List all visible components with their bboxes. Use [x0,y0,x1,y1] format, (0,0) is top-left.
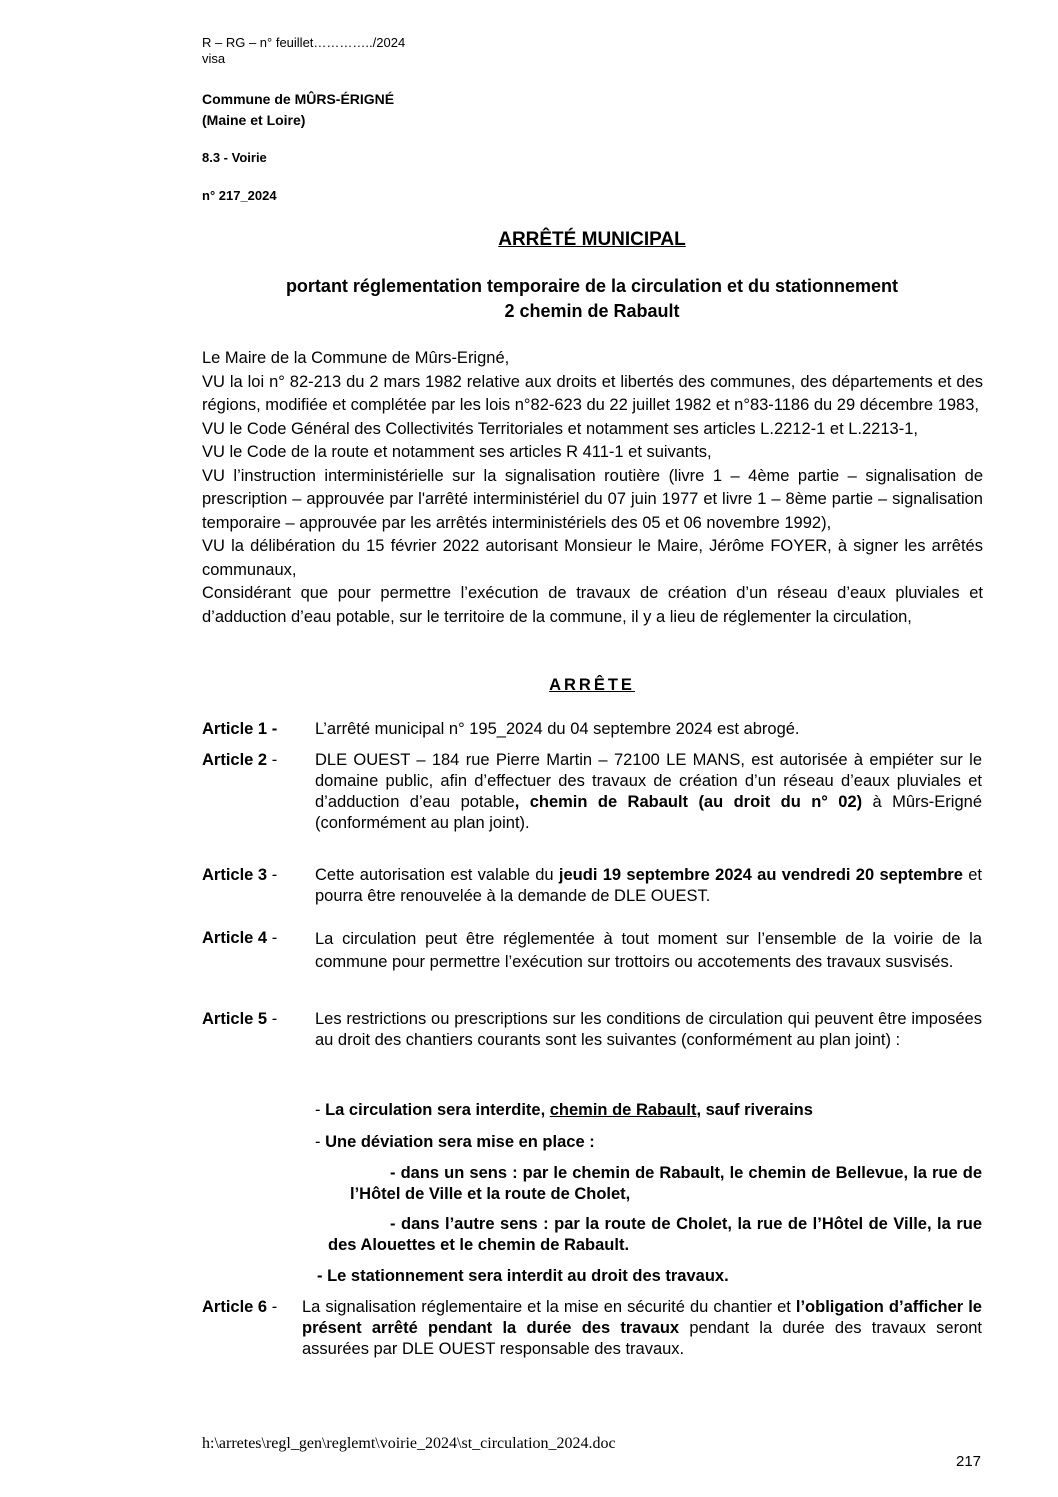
preamble-line: VU la délibération du 15 février 2022 autorisant Monsieur le Maire, Jérôme FOYER, à signer les arrêtés communaux, [202,537,983,579]
article-3-label [202,865,277,886]
register-reference: R – RG – n° feuillet…………../2024 [202,35,406,50]
subtitle-line-2: 2 chemin de Rabault [504,301,680,321]
arrete-heading: ARRÊTE [549,676,635,694]
document-title: ARRÊTÉ MUNICIPAL [498,229,686,250]
article-1-label [202,719,277,740]
article-5-bullet-deviation [315,1132,595,1153]
article-3-text [315,865,982,907]
bullet-deviation-text: Une déviation sera mise en place : [325,1133,595,1151]
article-6-text-bold: l’obligation d’afficher le présent arrêté pendant la durée des travaux [302,1298,982,1337]
bullet-closure-part: , sauf riverains [696,1101,813,1119]
article-4-label [202,928,277,949]
article-3-text-part: et pourra être renouvelée à la demande de DLE OUEST. [315,866,982,905]
article-2-text [315,750,982,834]
document-subtitle [202,274,982,324]
article-6-text-part: La signalisation réglementaire et la mise en sécurité du chantier et [302,1298,796,1316]
subtitle-line-1: portant réglementation temporaire de la circulation et du stationnement [285,276,899,296]
bullet-dash: - [315,1101,326,1119]
article-1-label-text: Article 1 - [202,720,278,738]
preamble-line: VU le Code de la route et notamment ses articles R 411-1 et suivants, [202,443,712,461]
preamble-line: VU la loi n° 82-213 du 2 mars 1982 relative aux droits et libertés des communes, des départements et des régions, modifiée et complétée par les lois n°82-623 du 22 juillet 1982 et n°83-1186 du 29 décembre 1983, [202,372,983,414]
article-6-text [302,1297,982,1360]
article-5-label-text: Article 5 [202,1010,268,1028]
article-4-text: La circulation peut être réglementée à tout moment sur l’ensemble de la voirie de la commune pour permettre l’exécution sur trottoirs ou accotements des travaux susvisés. [315,930,982,971]
article-6-label [202,1297,277,1318]
article-6-dash: - [267,1298,278,1316]
page-number: 217 [956,1453,982,1470]
footer-file-path: h:\arretes\regl_gen\reglemt\voirie_2024\st_circulation_2024.doc [202,1435,616,1452]
article-2-text-part: à Mûrs-Erigné (conformément au plan joint). [315,793,982,832]
commune-department: (Maine et Loire) [202,112,306,128]
matter-code: 8.3 - Voirie [202,150,267,165]
article-5-bullet-parking [317,1266,729,1287]
article-3-text-part: Cette autorisation est valable du [315,866,559,884]
article-3-dash: - [267,866,278,884]
article-4-label-text: Article 4 [202,929,268,947]
deviation-direction-2: - dans l’autre sens : par la route de Cholet, la rue de l’Hôtel de Ville, la rue des Alouettes et le chemin de Rabault. [328,1215,982,1254]
article-2-text-part: DLE OUEST – 184 rue Pierre Martin – 72100 LE MANS, est autorisée à empiéter sur le domaine public, afin d’effectuer des travaux de création d’un réseau d’eaux pluviales et d’adduction d’eau potable [315,751,982,811]
commune-name: Commune de MÛRS-ÉRIGNÉ [202,91,395,107]
decree-number: n° 217_2024 [202,188,277,203]
article-3-text-bold: jeudi 19 septembre 2024 au vendredi 20 septembre [558,866,963,884]
preamble-line: Le Maire de la Commune de Mûrs-Erigné, [202,349,510,367]
bullet-closure-part: La circulation sera interdite, [325,1101,550,1119]
preamble-line: VU l’instruction interministérielle sur la signalisation routière (livre 1 – 4ème partie – signalisation de prescription – approuvée par l'arrêté interministériel du 07 juin 1977 et livre 1 – 8ème partie – signalisation temporaire – approuvée par les arrêtés interministériels des 05 et 06 novembre 1992), [202,466,983,532]
preamble [202,347,983,629]
bullet-closure-street: chemin de Rabault [549,1101,697,1119]
bullet-dash: - [315,1133,326,1151]
deviation-direction-1: - dans un sens : par le chemin de Rabault, le chemin de Bellevue, la rue de l’Hôtel de Ville et la route de Cholet, [350,1164,982,1203]
article-1-text: L’arrêté municipal n° 195_2024 du 04 septembre 2024 est abrogé. [315,720,800,738]
article-2-text-bold: , chemin de Rabault (au droit du n° 02) [514,793,863,811]
preamble-line: Considérant que pour permettre l’exécution de travaux de création d’un réseau d’eaux pluviales et d’adduction d’eau potable, sur le territoire de la commune, il y a lieu de réglementer la circulation, [202,584,983,626]
article-5-text: Les restrictions ou prescriptions sur les conditions de circulation qui peuvent être imposées au droit des chantiers courants sont les suivantes (conformément au plan joint) : [315,1010,982,1049]
article-2-dash: - [267,751,278,769]
article-2-label [202,750,277,771]
preamble-line: VU le Code Général des Collectivités Territoriales et notamment ses articles L.2212-1 et L.2213-1, [202,419,918,438]
article-5-bullet-closure [315,1100,813,1121]
article-4-dash: - [267,929,278,947]
visa-label: visa [202,51,226,66]
bullet-parking-text: - Le stationnement sera interdit au droit des travaux. [317,1267,729,1285]
article-2-label-text: Article 2 [202,751,268,769]
article-6-text-part: pendant la durée des travaux seront assurées par DLE OUEST responsable des travaux. [302,1319,983,1358]
article-3-label-text: Article 3 [202,866,268,884]
article-5-dash: - [267,1010,278,1028]
article-5-label [202,1009,277,1030]
article-6-label-text: Article 6 [202,1298,268,1316]
